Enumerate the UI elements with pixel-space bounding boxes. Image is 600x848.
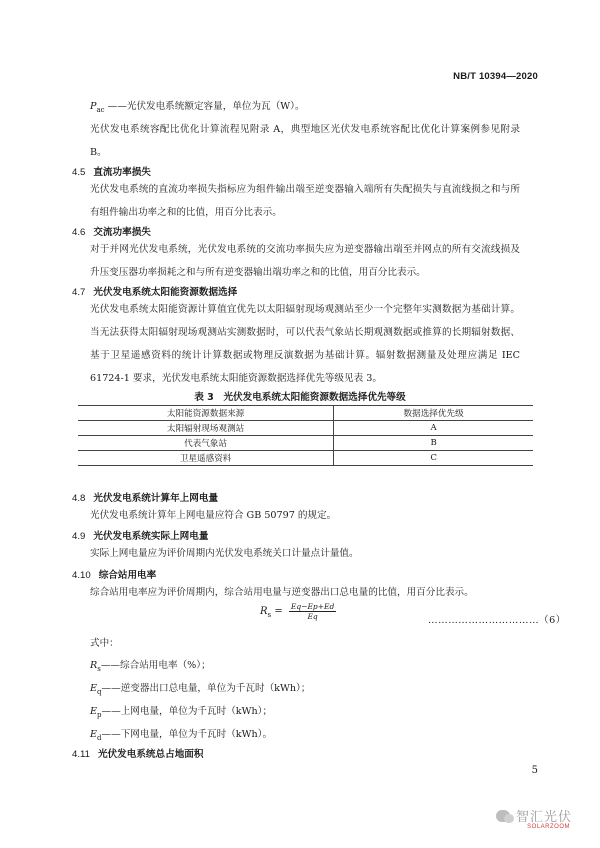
section-4-8-heading: 4.8 光伏发电系统计算年上网电量	[72, 493, 219, 504]
table-cell: 卫星遥感资料	[78, 451, 334, 466]
section-4-9-heading: 4.9 光伏发电系统实际上网电量	[72, 531, 209, 542]
wechat-icon	[496, 810, 510, 822]
section-4-8-body: 光伏发电系统计算年上网电量应符合 GB 50797 的规定。	[90, 510, 337, 521]
table-row	[78, 451, 533, 466]
table-3	[78, 405, 533, 466]
pac-definition: $P_{ac}$ ——光伏发电系统额定容量，单位为瓦（W）。	[90, 101, 305, 114]
definition-eq: $E_q——$逆变器出口总电量，单位为千瓦时（kWh）；	[90, 683, 311, 696]
table-cell: B	[334, 436, 533, 451]
watermark-text: 智汇光伏	[515, 810, 572, 825]
table-cell: C	[334, 451, 533, 466]
section-4-7-heading: 4.7 光伏发电系统太阳能资源数据选择	[72, 287, 238, 298]
standard-code: NB/T 10394—2020	[453, 71, 538, 82]
section-4-11-heading: 4.11 光伏发电系统总占地面积	[72, 749, 204, 760]
section-4-10-heading: 4.10 综合站用电率	[72, 570, 157, 581]
table-cell: A	[334, 421, 533, 436]
table-3-title: 表 3 光伏发电系统太阳能资源数据选择优先等级	[194, 392, 406, 403]
table-cell: 太阳辐射现场观测站	[78, 421, 334, 436]
section-4-9-body: 实际上网电量应为评价周期内光伏发电系统关口计量点计量值。	[90, 548, 359, 559]
where-label: 式中：	[90, 638, 119, 649]
formula-6: $R_s$ = $\frac{Eq-Ep+Ed}{Eq}$	[260, 602, 335, 621]
formula-number: ……………………………（6）	[428, 615, 566, 626]
section-4-5-heading: 4.5 直流功率损失	[72, 167, 151, 178]
definition-rs: $R_s——$综合站用电率（%）；	[90, 660, 211, 673]
table-header-cell: 数据选择优先级	[334, 406, 533, 421]
page-number: 5	[531, 765, 538, 776]
watermark	[496, 806, 572, 825]
section-4-7-body: 光伏发电系统太阳能资源计算值宜优先以太阳辐射现场观测站至少一个完整年实测数据为基础计算。当无法获得太阳辐射现场观测站实测数据时，可以代表气象站长期观测数据或推算的长期辐射数据、基于卫星遥感资料的统计计算数据或物理反演数据为基础计算。辐射数据测量及处理应满足 IEC 61724-1 要求，光伏发电系统太阳能资源数据选择优先等级见表 3。	[90, 304, 520, 384]
table-cell: 代表气象站	[78, 436, 334, 451]
definition-ep: $E_p——$上网电量，单位为千瓦时（kWh）；	[90, 706, 273, 719]
section-4-6-heading: 4.6 交流功率损失	[72, 227, 151, 238]
watermark-sub: SOLARZOOM	[527, 824, 570, 830]
section-4-10-body: 综合站用电率应为评价周期内，综合站用电量与逆变器出口总电量的比值，用百分比表示。	[90, 587, 474, 598]
definition-ed: $E_d——$下网电量，单位为千瓦时（kWh）。	[90, 729, 273, 742]
table-row	[78, 421, 533, 436]
section-4-5-body: 光伏发电系统的直流功率损失指标应为组件输出端至逆变器输入端所有失配损失与直流线损之和与所有组件输出功率之和的比值，用百分比表示。	[90, 184, 520, 218]
section-4-6-body: 对于并网光伏发电系统，光伏发电系统的交流功率损失应为逆变器输出端至并网点的所有交流线损及升压变压器功率损耗之和与所有逆变器输出端功率之和的比值，用百分比表示。	[90, 244, 520, 278]
table-header-row	[78, 406, 533, 421]
table-header-cell: 太阳能资源数据来源	[78, 406, 334, 421]
appendix-paragraph: 光伏发电系统容配比优化计算流程见附录 A，典型地区光伏发电系统容配比优化计算案例参见附录 B。	[90, 124, 520, 158]
formula-fraction: $\frac{Eq-Ep+Ed}{Eq}$	[290, 602, 335, 621]
table-row	[78, 436, 533, 451]
